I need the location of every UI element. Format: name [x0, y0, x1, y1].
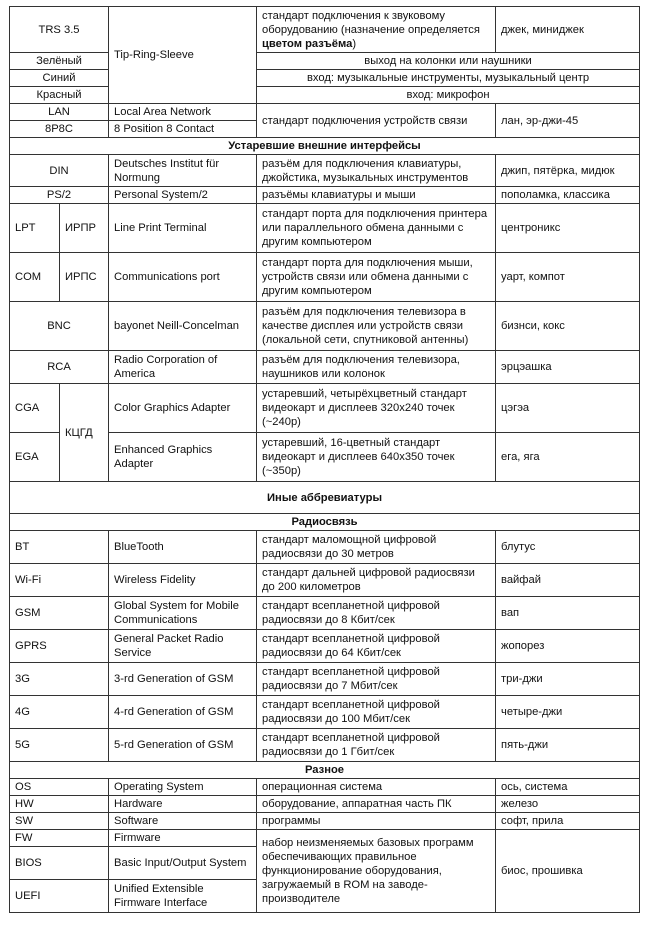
table-row [10, 796, 640, 813]
desc-cell: стандарт маломощной цифровой радиосвязи до 30 метров [257, 531, 496, 564]
name-cell: Enhanced Graphics Adapter [109, 433, 257, 482]
abbr-cell: DIN [10, 155, 109, 187]
table-row [10, 351, 640, 384]
table-row [10, 87, 640, 104]
abbr-cell: 4G [10, 696, 109, 729]
abbr-ru-cell: ИРПС [60, 253, 109, 302]
slang-cell: цэгэа [496, 384, 640, 433]
abbr-ru-cell: КЦГД [60, 384, 109, 482]
name-cell: 4-rd Generation of GSM [109, 696, 257, 729]
slang-cell: джек, миниджек [496, 7, 640, 53]
table-row [10, 187, 640, 204]
desc-cell: стандарт подключения устройств связи [257, 104, 496, 138]
table-row [10, 630, 640, 663]
slang-cell: блутус [496, 531, 640, 564]
slang-cell: эрцэашка [496, 351, 640, 384]
abbr-cell: UEFI [10, 880, 109, 913]
slang-cell: пополамка, классика [496, 187, 640, 204]
abbr-cell: FW [10, 830, 109, 847]
desc-cell: устаревший, четырёхцветный стандарт видеокарт и дисплеев 320x240 точек (~240р) [257, 384, 496, 433]
name-cell: 3-rd Generation of GSM [109, 663, 257, 696]
desc-cell: стандарт всепланетной цифровой радиосвязи до 64 Кбит/сек [257, 630, 496, 663]
slang-cell: биос, прошивка [496, 830, 640, 913]
name-cell: Firmware [109, 830, 257, 847]
table-row [10, 564, 640, 597]
abbr-cell: GPRS [10, 630, 109, 663]
name-cell: Personal System/2 [109, 187, 257, 204]
desc-cell: стандарт порта для подключения мыши, устройств связи или обмена данными с другим компьютером [257, 253, 496, 302]
table-row [10, 302, 640, 351]
abbr-cell: BNC [10, 302, 109, 351]
table-row [10, 779, 640, 796]
desc-cell: разъём для подключения телевизора, наушников или колонок [257, 351, 496, 384]
abbr-cell: RCA [10, 351, 109, 384]
abbr-cell: EGA [10, 433, 60, 482]
desc-cell: программы [257, 813, 496, 830]
desc-cell: стандарт всепланетной цифровой радиосвязи до 100 Мбит/сек [257, 696, 496, 729]
slang-cell: бизнси, кокс [496, 302, 640, 351]
slang-cell: джип, пятёрка, мидюк [496, 155, 640, 187]
name-cell: Radio Corporation of America [109, 351, 257, 384]
abbr-cell: OS [10, 779, 109, 796]
table-row [10, 70, 640, 87]
name-cell: 8 Position 8 Contact [109, 121, 257, 138]
abbr-ru-cell: ИРПР [60, 204, 109, 253]
table-row [10, 7, 640, 53]
abbr-cell: PS/2 [10, 187, 109, 204]
abbr-cell: LAN [10, 104, 109, 121]
abbr-cell: COM [10, 253, 60, 302]
abbr-cell: BT [10, 531, 109, 564]
abbr-cell: 5G [10, 729, 109, 762]
slang-cell: три-джи [496, 663, 640, 696]
desc-cell: вход: микрофон [257, 87, 640, 104]
slang-cell: железо [496, 796, 640, 813]
abbr-cell: Wi-Fi [10, 564, 109, 597]
section-title: Разное [10, 762, 640, 779]
slang-cell: ега, яга [496, 433, 640, 482]
name-cell: BlueTooth [109, 531, 257, 564]
desc-cell: стандарт подключения к звуковому оборудованию (назначение определяется цветом разъёма) [257, 7, 496, 53]
slang-cell: ось, система [496, 779, 640, 796]
name-cell: Communications port [109, 253, 257, 302]
table-row [10, 53, 640, 70]
desc-cell: набор неизменяемых базовых программ обеспечивающих правильное функционирование оборудования, загружаемый в ROM на заводе-производителе [257, 830, 496, 913]
abbr-cell: LPT [10, 204, 60, 253]
name-cell: Deutsches Institut für Normung [109, 155, 257, 187]
desc-cell: выход на колонки или наушники [257, 53, 640, 70]
name-cell: Unified Extensible Firmware Interface [109, 880, 257, 913]
table-row [10, 384, 640, 433]
name-cell: Local Area Network [109, 104, 257, 121]
abbr-cell: Зелёный [10, 53, 109, 70]
slang-cell: уарт, компот [496, 253, 640, 302]
abbreviations-table [9, 6, 640, 913]
desc-cell: разъёмы клавиатуры и мыши [257, 187, 496, 204]
desc-cell: оборудование, аппаратная часть ПК [257, 796, 496, 813]
section-header [10, 762, 640, 779]
name-cell: Global System for Mobile Communications [109, 597, 257, 630]
abbr-cell: 3G [10, 663, 109, 696]
name-cell: Color Graphics Adapter [109, 384, 257, 433]
name-cell: Software [109, 813, 257, 830]
slang-cell: жопорез [496, 630, 640, 663]
slang-cell: пять-джи [496, 729, 640, 762]
section-title: Иные аббревиатуры [10, 482, 640, 514]
slang-cell: вайфай [496, 564, 640, 597]
name-cell: Wireless Fidelity [109, 564, 257, 597]
slang-cell: софт, прила [496, 813, 640, 830]
slang-cell: вап [496, 597, 640, 630]
desc-cell: стандарт всепланетной цифровой радиосвязи до 7 Мбит/сек [257, 663, 496, 696]
desc-cell: устаревший, 16-цветный стандарт видеокарт и дисплеев 640x350 точек (~350р) [257, 433, 496, 482]
name-cell: 5-rd Generation of GSM [109, 729, 257, 762]
section-title: Устаревшие внешние интерфейсы [10, 138, 640, 155]
table-row [10, 597, 640, 630]
section-header [10, 514, 640, 531]
table-row [10, 813, 640, 830]
table-row [10, 531, 640, 564]
abbr-cell: SW [10, 813, 109, 830]
table-row [10, 253, 640, 302]
table-row [10, 204, 640, 253]
section-header [10, 138, 640, 155]
slang-cell: центроникс [496, 204, 640, 253]
name-cell: Operating System [109, 779, 257, 796]
abbr-cell: CGA [10, 384, 60, 433]
abbr-cell: 8P8C [10, 121, 109, 138]
table-row [10, 830, 640, 847]
abbr-cell: Синий [10, 70, 109, 87]
abbr-cell: HW [10, 796, 109, 813]
table-row [10, 155, 640, 187]
desc-cell: стандарт дальней цифровой радиосвязи до 200 километров [257, 564, 496, 597]
table-row [10, 729, 640, 762]
table-row [10, 663, 640, 696]
name-cell: Tip-Ring-Sleeve [109, 7, 257, 104]
table-row [10, 696, 640, 729]
abbr-cell: BIOS [10, 847, 109, 880]
name-cell: Hardware [109, 796, 257, 813]
name-cell: Basic Input/Output System [109, 847, 257, 880]
section-header [10, 482, 640, 514]
desc-cell: стандарт порта для подключения принтера или параллельного обмена данными с другим компьютером [257, 204, 496, 253]
name-cell: Line Print Terminal [109, 204, 257, 253]
abbr-cell: TRS 3.5 [10, 7, 109, 53]
name-cell: General Packet Radio Service [109, 630, 257, 663]
desc-cell: операционная система [257, 779, 496, 796]
table-row [10, 104, 640, 121]
desc-cell: разъём для подключения телевизора в качестве дисплея или устройств связи (локальной сети, спутниковой антенны) [257, 302, 496, 351]
slang-cell: лан, эр-джи-45 [496, 104, 640, 138]
desc-cell: стандарт всепланетной цифровой радиосвязи до 8 Кбит/сек [257, 597, 496, 630]
name-cell: bayonet Neill-Concelman [109, 302, 257, 351]
slang-cell: четыре-джи [496, 696, 640, 729]
section-title: Радиосвязь [10, 514, 640, 531]
abbr-cell: GSM [10, 597, 109, 630]
desc-cell: стандарт всепланетной цифровой радиосвязи до 1 Гбит/сек [257, 729, 496, 762]
desc-cell: разъём для подключения клавиатуры, джойстика, музыкальных инструментов [257, 155, 496, 187]
abbr-cell: Красный [10, 87, 109, 104]
desc-cell: вход: музыкальные инструменты, музыкальный центр [257, 70, 640, 87]
